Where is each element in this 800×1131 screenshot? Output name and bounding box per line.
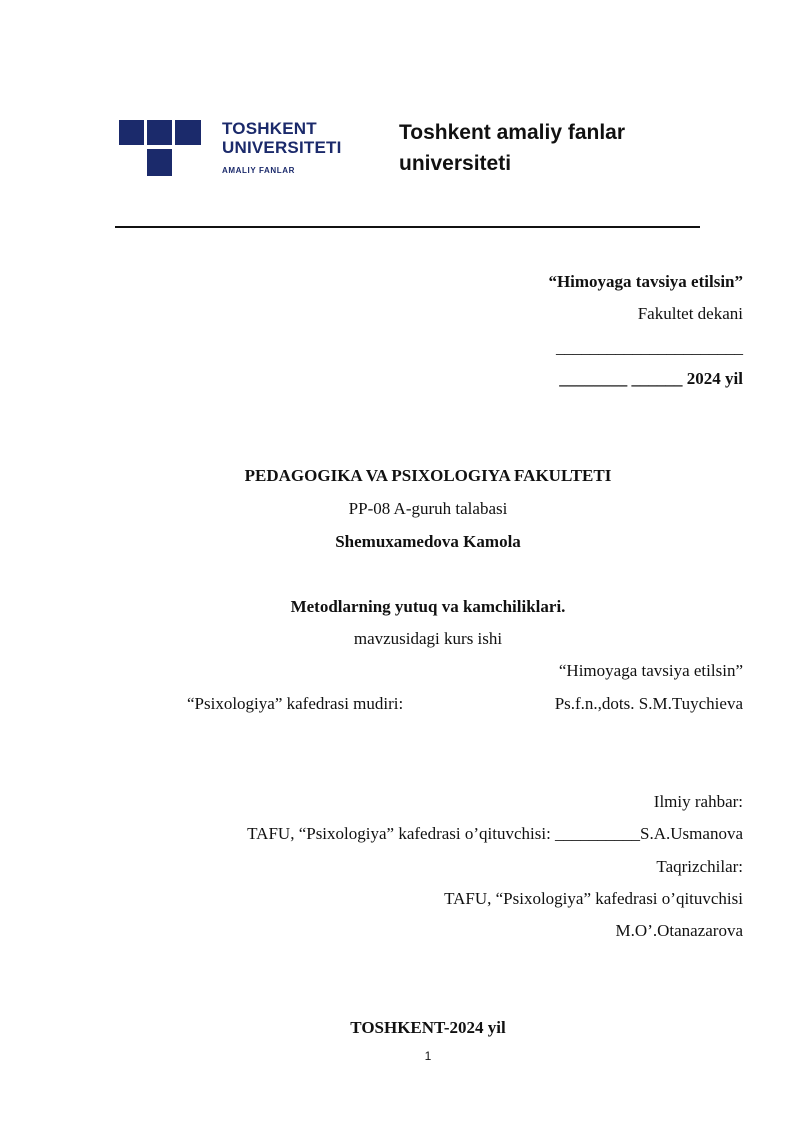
city-year: TOSHKENT-2024 yil	[350, 1018, 506, 1037]
student-name: Shemuxamedova Kamola	[335, 532, 521, 551]
logo-line2: UNIVERSITETI	[222, 138, 342, 157]
logo-wordmark	[222, 119, 342, 157]
topic-title: Metodlarning yutuq va kamchiliklari.	[290, 597, 566, 616]
department-head-label: “Psixologiya” kafedrasi mudiri:	[187, 694, 404, 713]
department-approval: “Himoyaga tavsiya etilsin”	[558, 661, 743, 680]
reviewer-name: M.O’.Otanazarova	[615, 921, 743, 940]
logo-subtitle: AMALIY FANLAR	[222, 166, 295, 175]
reviewer-position: TAFU, “Psixologiya” kafedrasi o’qituvchisi	[444, 889, 743, 908]
topic-subtitle: mavzusidagi kurs ishi	[353, 629, 503, 648]
logo-line1: TOSHKENT	[222, 119, 317, 138]
approval-position: Fakultet dekani	[637, 304, 743, 323]
faculty-name: PEDAGOGIKA VA PSIXOLOGIYA FAKULTETI	[244, 466, 612, 485]
supervisor-label: Ilmiy rahbar:	[653, 792, 743, 811]
date-line: ________ ______ 2024 yil	[559, 369, 743, 388]
signature-line: ______________________	[556, 338, 743, 357]
reviewers-label: Taqrizchilar:	[656, 857, 743, 876]
university-title-line1: Toshkent amaliy fanlar	[399, 121, 626, 144]
university-logo-icon	[119, 120, 201, 176]
department-head-name: Ps.f.n.,dots. S.M.Tuychieva	[554, 694, 743, 713]
student-group: PP-08 A-guruh talabasi	[348, 499, 508, 518]
page-number: 1	[424, 1049, 432, 1063]
university-title	[399, 117, 625, 179]
supervisor-line: TAFU, “Psixologiya” kafedrasi o’qituvchisi: __________S.A.Usmanova	[247, 824, 743, 843]
approval-title: “Himoyaga tavsiya etilsin”	[548, 272, 743, 291]
university-title-line2: universiteti	[399, 152, 512, 175]
header-divider	[115, 226, 700, 228]
